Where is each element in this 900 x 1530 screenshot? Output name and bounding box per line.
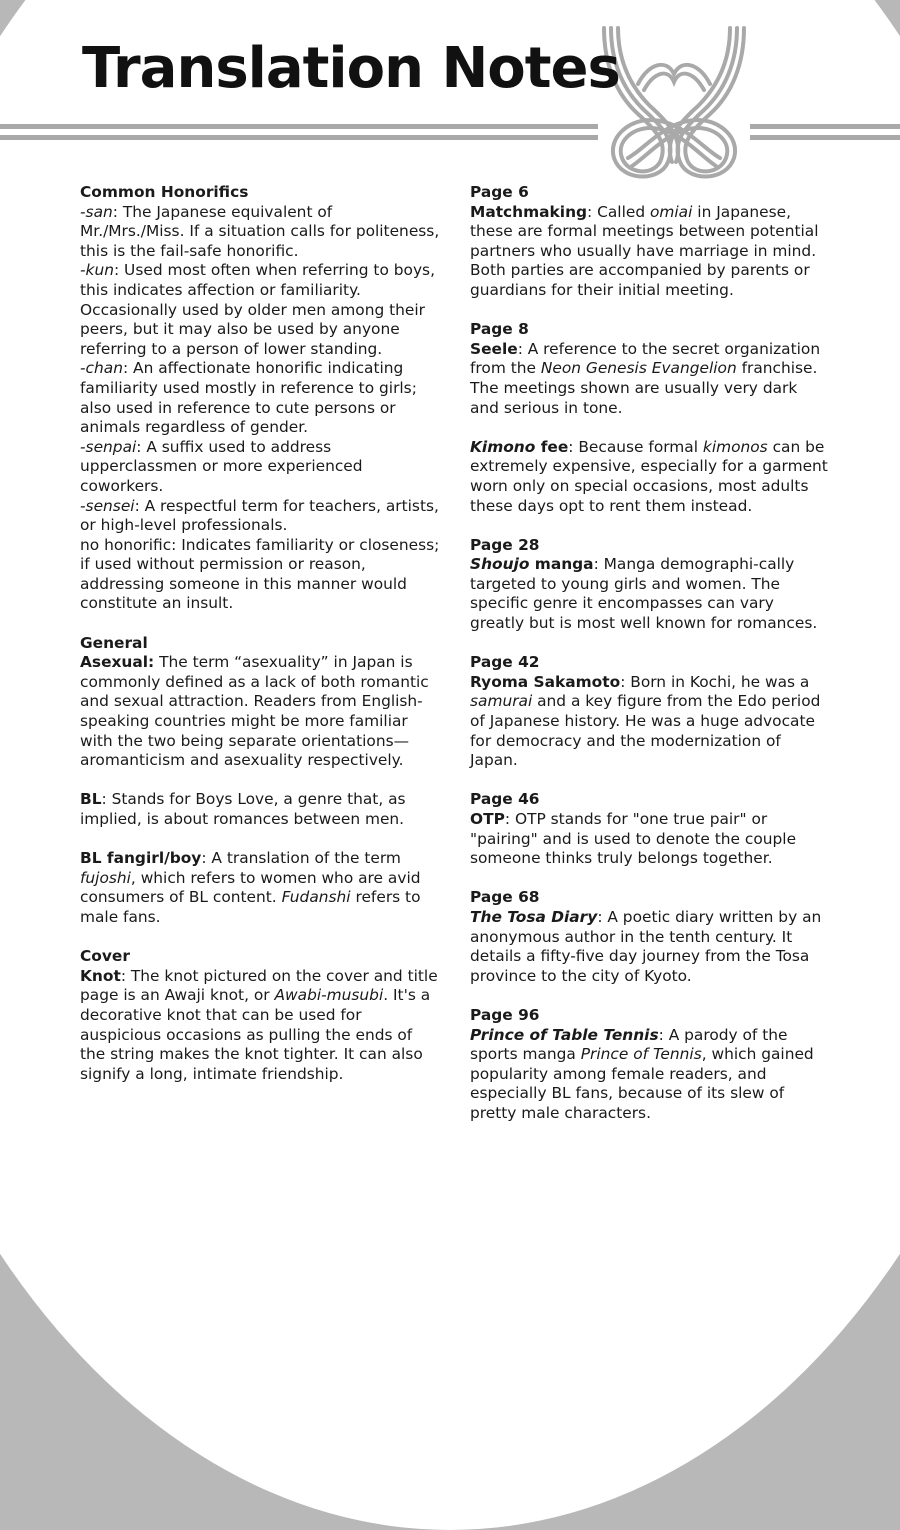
note-entry (80, 497, 440, 536)
note-section (80, 947, 440, 1084)
note-text: -chan (80, 359, 123, 378)
note-term: Asexual: (80, 653, 155, 672)
note-entry (80, 790, 440, 829)
note-entry (470, 810, 830, 869)
note-text: : Born in Kochi, he was a (620, 672, 810, 691)
note-text: -san (80, 202, 113, 221)
note-text: : A parody of the sports manga (470, 1025, 788, 1064)
note-term: Matchmaking (470, 202, 588, 221)
note-entry (470, 340, 830, 418)
note-section (80, 634, 440, 771)
note-term: OTP (470, 810, 505, 828)
note-term: Kimono (470, 437, 536, 456)
note-text: Fudanshi (281, 888, 351, 907)
note-text: franchise. The meetings shown are usually very dark and serious in tone. (470, 359, 818, 417)
note-term: BL fangirl/boy (80, 849, 202, 868)
header-stripe-top (0, 124, 900, 129)
left-column (80, 183, 440, 1104)
note-text: Awabi-musubi (274, 986, 384, 1005)
note-section (470, 536, 830, 634)
note-text: : Because formal (568, 437, 703, 456)
note-text: -kun (80, 261, 114, 280)
note-text: -sensei (80, 496, 135, 515)
note-entry (470, 673, 830, 771)
note-text: omiai (650, 202, 693, 221)
note-entry (470, 438, 830, 516)
note-term: Ryoma Sakamoto (470, 672, 621, 691)
note-text: : The Japanese equivalent of Mr./Mrs./Miss. If a situation calls for politeness, this is the fail-safe honorific. (80, 202, 440, 260)
note-text: , which gained popularity among female readers, and especially BL fans, because of its slew of pretty male characters. (470, 1045, 814, 1122)
note-entry (80, 653, 440, 771)
note-text: : An affectionate honorific indicating familiarity used mostly in reference to girls; also used in reference to cute persons or animals regardless of gender. (80, 359, 417, 437)
section-heading: Page 6 (470, 183, 529, 201)
note-section (470, 888, 830, 986)
note-section (470, 183, 830, 301)
section-heading: Common Honorifics (80, 183, 249, 201)
note-entry (80, 203, 440, 262)
note-text: : The knot pictured on the cover and title page is an Awaji knot, or (80, 966, 438, 1005)
note-text: . It's a decorative knot that can be used for auspicious occasions as pulling the ends of the string makes the knot tighter. It can also signify a long, intimate friendship. (80, 986, 431, 1083)
note-term: BL (80, 790, 102, 809)
note-text: -senpai (80, 437, 137, 456)
page-title: Translation Notes (82, 36, 620, 101)
note-text: : OTP stands for "one true pair" or "pairing" and is used to denote the couple someone thinks truly belongs together. (470, 810, 797, 868)
note-text: : Stands for Boys Love, a genre that, as implied, is about romances between men. (80, 790, 406, 828)
note-entry (80, 967, 440, 1085)
note-text: : A poetic diary written by an anonymous author in the tenth century. It details a fifty-five day journey from the Tosa province to the city of Kyoto. (470, 907, 822, 985)
right-column (470, 183, 830, 1143)
note-section (470, 320, 830, 418)
note-text: : A reference to the secret organization from the (470, 339, 821, 378)
note-section (470, 438, 830, 516)
note-term: Seele (470, 339, 518, 358)
note-entry (80, 261, 440, 359)
note-term: Shoujo (470, 555, 530, 574)
note-text: : A translation of the term (201, 849, 401, 868)
note-text: : A suffix used to address upperclassmen or more experienced coworkers. (80, 437, 363, 495)
note-text: Prince of Tennis (580, 1045, 702, 1064)
note-entry (80, 359, 440, 437)
note-text: : Called (587, 202, 650, 221)
note-section (470, 1006, 830, 1124)
note-term: Knot (80, 966, 121, 985)
note-text: : Used most often when referring to boys, this indicates affection or familiarity. Occasionally used by older men among their peers, but it may also be used by anyone referring to a person of lower standing. (80, 261, 435, 358)
note-entry (470, 203, 830, 301)
note-text: can be extremely expensive, especially for a garment worn only on special occasions, most adults these days opt to rent them instead. (470, 437, 828, 515)
note-term: Prince of Table Tennis (470, 1025, 659, 1044)
section-heading: Page 28 (470, 535, 540, 554)
note-entry (80, 849, 440, 927)
note-entry (80, 438, 440, 497)
note-text: fujoshi (80, 868, 131, 887)
note-section (470, 653, 830, 771)
note-text: samurai (470, 692, 533, 711)
awaji-knot-icon (598, 24, 750, 184)
note-term: manga (529, 555, 594, 574)
note-text: Neon Genesis Evangelion (540, 359, 737, 378)
note-entry (470, 908, 830, 986)
note-text: : A respectful term for teachers, artists, or high-level professionals. (80, 496, 439, 535)
note-section (80, 183, 440, 614)
note-text: and a key figure from the Edo period of Japanese history. He was a huge advocate for democracy and the modernization of Japan. (470, 692, 821, 770)
note-text: kimonos (702, 437, 768, 456)
section-heading: Page 96 (470, 1005, 540, 1024)
note-term: fee (535, 437, 569, 456)
section-heading: General (80, 633, 148, 652)
section-heading: Page 42 (470, 653, 540, 672)
note-text: The term “asexuality” in Japan is commonly defined as a lack of both romantic and sexual attraction. Readers from English-speaking countries might be more familiar with the two being separate orientations—aromanticism and asexuality respectively. (80, 653, 429, 770)
note-text: in Japanese, these are formal meetings between potential partners who usually have marriage in mind. Both parties are accompanied by parents or guardians for their initial meeting. (470, 202, 819, 299)
note-section (470, 790, 830, 868)
section-heading: Page 46 (470, 790, 540, 809)
section-heading: Cover (80, 947, 130, 966)
note-entry (470, 1026, 830, 1124)
note-text: refers to male fans. (80, 888, 421, 926)
section-heading: Page 8 (470, 320, 529, 339)
section-heading: Page 68 (470, 888, 540, 907)
note-term: The Tosa Diary (470, 907, 598, 926)
note-text: , which refers to women who are avid consumers of BL content. (80, 868, 421, 907)
note-text: : Manga demographi-cally targeted to young girls and women. The specific genre it encompasses can vary greatly but is most well known for romances. (470, 555, 818, 633)
note-entry (80, 536, 440, 614)
note-section (80, 849, 440, 927)
note-section (80, 790, 440, 829)
note-entry (470, 555, 830, 633)
header-stripe-bottom (0, 135, 900, 140)
note-text: no honorific: Indicates familiarity or closeness; if used without permission or reason, addressing someone in this manner would constitute an insult. (80, 535, 440, 613)
